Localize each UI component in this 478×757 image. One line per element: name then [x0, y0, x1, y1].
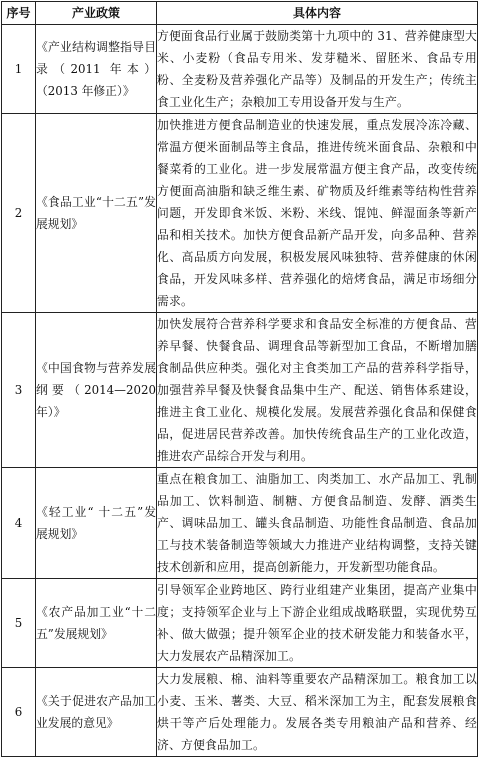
header-no: 序号 [2, 2, 36, 25]
policy-content: 引导领军企业跨地区、跨行业组建产业集团，提高产业集中度；支持领军企业与上下游企业组成战略联盟，实现优势互补、做大做强；提升领军企业的技术研发能力和装备水平，大力发展农产品精深加工。 [157, 579, 478, 668]
policy-name: 《轻工业“ 十二五”发展规划》 [36, 468, 157, 579]
policy-table [1, 1, 478, 757]
table-row [2, 579, 478, 668]
table-row [2, 114, 478, 313]
table-row [2, 25, 478, 114]
table-row [2, 668, 478, 757]
table-header-row [2, 2, 478, 25]
policy-content: 加快发展符合营养科学要求和食品安全标准的方便食品、营养早餐、快餐食品、调理食品等新型加工食品，不断增加膳食制品供应种类。强化对主食类加工产品的营养科学指导，加强营养早餐及快餐食品集中生产、配送、销售体系建设，推进主食工业化、规模化发展。发展营养强化食品和保健食品，促进居民营养改善。加快传统食品生产的工业化改造，推进农产品综合开发与利用。 [157, 313, 478, 468]
policy-name: 《关于促进农产品加工业发展的意见》 [36, 668, 157, 757]
policy-content: 方便面食品行业属于鼓励类第十九项中的 31、营养健康型大米、小麦粉（食品专用米、发芽糙米、留胚米、食品专用粉、全麦粉及营养强化产品等）及制品的开发生产；传统主食工业化生产；杂粮加工专用设备开发与生产。 [157, 25, 478, 114]
row-number: 3 [2, 313, 36, 468]
row-number: 2 [2, 114, 36, 313]
row-number: 1 [2, 25, 36, 114]
header-policy: 产业政策 [36, 2, 157, 25]
row-number: 5 [2, 579, 36, 668]
row-number: 4 [2, 468, 36, 579]
policy-content: 加快推进方便食品制造业的快速发展，重点发展冷冻冷藏、常温方便米面制品等主食品，推进传统米面食品、杂粮和中餐菜肴的工业化。进一步发展常温方便主食产品，改变传统方便面高油脂和缺乏维生素、矿物质及纤维素等结构性营养问题，开发即食米饭、米粉、米线、馄饨、鲜湿面条等新产品和相关技术。加快方便食品新产品开发，向多品种、营养化、高品质方向发展，积极发展风味独特、营养健康的休闲食品，开发风味多样、营养强化的焙烤食品，满足市场细分需求。 [157, 114, 478, 313]
policy-name: 《食品工业“十二五”发展规划》 [36, 114, 157, 313]
policy-content: 大力发展粮、棉、油料等重要农产品精深加工。粮食加工以小麦、玉米、薯类、大豆、稻米深加工为主，配套发展粮食烘干等产后处理能力。发展各类专用粮油产品和营养、经济、方便食品加工。 [157, 668, 478, 757]
policy-content: 重点在粮食加工、油脂加工、肉类加工、水产品加工、乳制品加工、饮料制造、制糖、方便食品制造、发酵、酒类生产、调味品加工、罐头食品制造、功能性食品制造、食品加工与技术装备制造等领域大力推进产业结构调整，支持关键技术创新和应用，提高创新能力，开发新型功能食品。 [157, 468, 478, 579]
policy-name: 《产业结构调整指导目录（2011 年本）（2013 年修正）》 [36, 25, 157, 114]
row-number: 6 [2, 668, 36, 757]
table-row [2, 468, 478, 579]
table-row [2, 313, 478, 468]
policy-name: 《中国食物与营养发展纲要（2014—2020 年）》 [36, 313, 157, 468]
header-content: 具体内容 [157, 2, 478, 25]
policy-name: 《农产品加工业“十二五”发展规划》 [36, 579, 157, 668]
